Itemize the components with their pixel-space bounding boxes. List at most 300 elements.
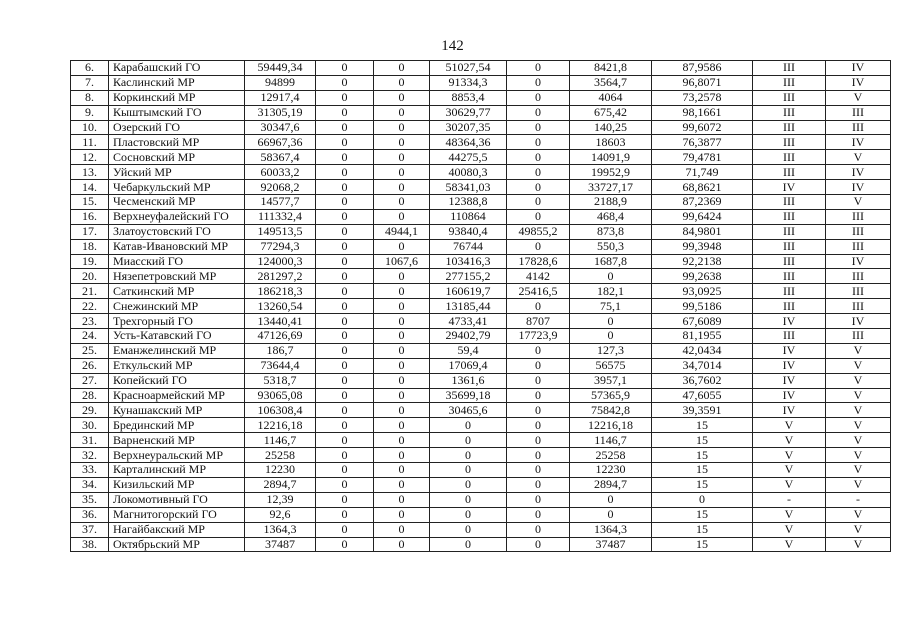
cell-class-b: V <box>826 195 891 210</box>
cell-class-b: III <box>826 105 891 120</box>
cell-total-area: 12230 <box>245 463 316 478</box>
cell-percent: 15 <box>652 522 753 537</box>
cell-col-3: 0 <box>316 403 374 418</box>
cell-row-number: 25. <box>71 343 109 358</box>
cell-percent: 99,3948 <box>652 239 753 254</box>
cell-col-4: 0 <box>374 522 430 537</box>
cell-col-3: 0 <box>316 209 374 224</box>
cell-row-number: 36. <box>71 507 109 522</box>
cell-col-5: 4733,41 <box>430 314 507 329</box>
cell-row-number: 29. <box>71 403 109 418</box>
cell-class-b: IV <box>826 180 891 195</box>
cell-percent: 0 <box>652 492 753 507</box>
cell-row-number: 12. <box>71 150 109 165</box>
cell-municipality: Еманжелинский МР <box>109 343 245 358</box>
cell-col-7: 0 <box>570 507 652 522</box>
cell-col-7: 37487 <box>570 537 652 552</box>
cell-total-area: 94899 <box>245 75 316 90</box>
cell-col-5: 93840,4 <box>430 224 507 239</box>
cell-municipality: Озерский ГО <box>109 120 245 135</box>
cell-col-5: 30465,6 <box>430 403 507 418</box>
cell-col-5: 0 <box>430 433 507 448</box>
cell-col-7: 75842,8 <box>570 403 652 418</box>
cell-col-6: 0 <box>507 61 570 76</box>
cell-municipality: Усть-Катавский ГО <box>109 329 245 344</box>
cell-col-4: 4944,1 <box>374 224 430 239</box>
cell-col-3: 0 <box>316 254 374 269</box>
cell-col-7: 1364,3 <box>570 522 652 537</box>
cell-class-a: IV <box>753 180 826 195</box>
cell-col-6: 0 <box>507 448 570 463</box>
cell-class-a: III <box>753 120 826 135</box>
cell-col-7: 19952,9 <box>570 165 652 180</box>
cell-class-b: III <box>826 284 891 299</box>
cell-col-6: 0 <box>507 195 570 210</box>
cell-col-5: 13185,44 <box>430 299 507 314</box>
cell-col-7: 57365,9 <box>570 388 652 403</box>
cell-percent: 99,6424 <box>652 209 753 224</box>
cell-class-b: V <box>826 537 891 552</box>
cell-col-6: 25416,5 <box>507 284 570 299</box>
cell-col-6: 0 <box>507 388 570 403</box>
cell-percent: 15 <box>652 507 753 522</box>
cell-col-4: 0 <box>374 537 430 552</box>
cell-class-a: V <box>753 477 826 492</box>
cell-col-3: 0 <box>316 120 374 135</box>
cell-total-area: 73644,4 <box>245 358 316 373</box>
table-row <box>71 165 891 180</box>
cell-total-area: 60033,2 <box>245 165 316 180</box>
cell-col-5: 51027,54 <box>430 61 507 76</box>
cell-total-area: 149513,5 <box>245 224 316 239</box>
cell-total-area: 25258 <box>245 448 316 463</box>
cell-total-area: 13440,41 <box>245 314 316 329</box>
cell-col-4: 0 <box>374 120 430 135</box>
cell-class-a: IV <box>753 358 826 373</box>
cell-col-3: 0 <box>316 329 374 344</box>
table-row <box>71 343 891 358</box>
cell-col-5: 40080,3 <box>430 165 507 180</box>
cell-total-area: 1364,3 <box>245 522 316 537</box>
cell-class-b: V <box>826 90 891 105</box>
cell-col-5: 48364,36 <box>430 135 507 150</box>
cell-col-4: 0 <box>374 388 430 403</box>
cell-col-4: 1067,6 <box>374 254 430 269</box>
cell-col-5: 58341,03 <box>430 180 507 195</box>
table-row <box>71 75 891 90</box>
cell-municipality: Карталинский МР <box>109 463 245 478</box>
table-row <box>71 403 891 418</box>
cell-col-4: 0 <box>374 75 430 90</box>
cell-col-7: 675,42 <box>570 105 652 120</box>
cell-municipality: Кыштымский ГО <box>109 105 245 120</box>
cell-percent: 42,0434 <box>652 343 753 358</box>
cell-class-a: III <box>753 299 826 314</box>
cell-class-b: V <box>826 403 891 418</box>
cell-col-4: 0 <box>374 299 430 314</box>
cell-total-area: 12,39 <box>245 492 316 507</box>
cell-col-3: 0 <box>316 522 374 537</box>
cell-col-5: 0 <box>430 492 507 507</box>
cell-municipality: Магнитогорский ГО <box>109 507 245 522</box>
cell-class-a: - <box>753 492 826 507</box>
cell-col-3: 0 <box>316 284 374 299</box>
cell-row-number: 8. <box>71 90 109 105</box>
table-row <box>71 537 891 552</box>
cell-col-7: 0 <box>570 269 652 284</box>
cell-municipality: Снежинский МР <box>109 299 245 314</box>
cell-percent: 15 <box>652 463 753 478</box>
cell-row-number: 20. <box>71 269 109 284</box>
cell-row-number: 35. <box>71 492 109 507</box>
cell-col-4: 0 <box>374 463 430 478</box>
cell-percent: 84,9801 <box>652 224 753 239</box>
cell-total-area: 30347,6 <box>245 120 316 135</box>
cell-col-7: 75,1 <box>570 299 652 314</box>
cell-percent: 99,6072 <box>652 120 753 135</box>
cell-percent: 71,749 <box>652 165 753 180</box>
cell-col-5: 35699,18 <box>430 388 507 403</box>
cell-col-4: 0 <box>374 418 430 433</box>
table-row <box>71 418 891 433</box>
cell-col-3: 0 <box>316 537 374 552</box>
cell-row-number: 16. <box>71 209 109 224</box>
cell-municipality: Чебаркульский МР <box>109 180 245 195</box>
cell-municipality: Копейский ГО <box>109 373 245 388</box>
cell-row-number: 30. <box>71 418 109 433</box>
cell-col-6: 0 <box>507 403 570 418</box>
cell-col-5: 30207,35 <box>430 120 507 135</box>
cell-row-number: 14. <box>71 180 109 195</box>
cell-row-number: 7. <box>71 75 109 90</box>
cell-col-6: 0 <box>507 433 570 448</box>
cell-col-6: 0 <box>507 522 570 537</box>
cell-class-a: IV <box>753 403 826 418</box>
cell-col-3: 0 <box>316 135 374 150</box>
table-row <box>71 224 891 239</box>
cell-class-b: V <box>826 150 891 165</box>
cell-col-4: 0 <box>374 477 430 492</box>
cell-col-3: 0 <box>316 61 374 76</box>
cell-percent: 39,3591 <box>652 403 753 418</box>
cell-percent: 36,7602 <box>652 373 753 388</box>
cell-col-5: 277155,2 <box>430 269 507 284</box>
cell-col-6: 0 <box>507 373 570 388</box>
cell-class-a: III <box>753 269 826 284</box>
cell-col-6: 0 <box>507 135 570 150</box>
cell-class-a: III <box>753 224 826 239</box>
cell-class-b: V <box>826 373 891 388</box>
cell-col-6: 0 <box>507 343 570 358</box>
cell-col-6: 0 <box>507 165 570 180</box>
cell-total-area: 1146,7 <box>245 433 316 448</box>
cell-municipality: Кунашакский МР <box>109 403 245 418</box>
cell-col-7: 56575 <box>570 358 652 373</box>
cell-class-a: III <box>753 61 826 76</box>
cell-col-6: 4142 <box>507 269 570 284</box>
cell-class-b: IV <box>826 254 891 269</box>
cell-class-b: IV <box>826 135 891 150</box>
cell-col-5: 17069,4 <box>430 358 507 373</box>
cell-col-7: 12230 <box>570 463 652 478</box>
cell-col-6: 0 <box>507 537 570 552</box>
cell-class-a: III <box>753 90 826 105</box>
cell-class-b: V <box>826 418 891 433</box>
table-row <box>71 120 891 135</box>
cell-col-6: 0 <box>507 463 570 478</box>
cell-total-area: 37487 <box>245 537 316 552</box>
cell-row-number: 21. <box>71 284 109 299</box>
cell-municipality: Еткульский МР <box>109 358 245 373</box>
cell-total-area: 12917,4 <box>245 90 316 105</box>
cell-total-area: 77294,3 <box>245 239 316 254</box>
cell-row-number: 24. <box>71 329 109 344</box>
cell-municipality: Верхнеуфалейский ГО <box>109 209 245 224</box>
cell-row-number: 19. <box>71 254 109 269</box>
table-row <box>71 135 891 150</box>
cell-class-b: IV <box>826 165 891 180</box>
table-row <box>71 105 891 120</box>
table-row <box>71 284 891 299</box>
cell-col-5: 0 <box>430 418 507 433</box>
cell-col-7: 1146,7 <box>570 433 652 448</box>
cell-municipality: Кизильский МР <box>109 477 245 492</box>
cell-col-3: 0 <box>316 195 374 210</box>
cell-percent: 15 <box>652 418 753 433</box>
cell-col-6: 0 <box>507 239 570 254</box>
cell-class-a: V <box>753 448 826 463</box>
cell-percent: 67,6089 <box>652 314 753 329</box>
cell-class-b: IV <box>826 75 891 90</box>
cell-col-6: 17828,6 <box>507 254 570 269</box>
cell-percent: 15 <box>652 537 753 552</box>
cell-col-6: 0 <box>507 150 570 165</box>
cell-total-area: 12216,18 <box>245 418 316 433</box>
cell-col-3: 0 <box>316 150 374 165</box>
table-row <box>71 477 891 492</box>
cell-col-5: 76744 <box>430 239 507 254</box>
cell-total-area: 281297,2 <box>245 269 316 284</box>
cell-percent: 87,9586 <box>652 61 753 76</box>
cell-row-number: 13. <box>71 165 109 180</box>
cell-percent: 96,8071 <box>652 75 753 90</box>
cell-municipality: Коркинский МР <box>109 90 245 105</box>
page-number: 142 <box>441 38 464 54</box>
table-row <box>71 492 891 507</box>
cell-col-7: 8421,8 <box>570 61 652 76</box>
cell-total-area: 92,6 <box>245 507 316 522</box>
cell-class-a: III <box>753 150 826 165</box>
cell-col-6: 0 <box>507 492 570 507</box>
cell-col-4: 0 <box>374 180 430 195</box>
cell-class-a: IV <box>753 388 826 403</box>
cell-col-3: 0 <box>316 299 374 314</box>
cell-class-b: III <box>826 329 891 344</box>
cell-col-7: 0 <box>570 329 652 344</box>
cell-col-7: 3957,1 <box>570 373 652 388</box>
cell-col-4: 0 <box>374 284 430 299</box>
cell-row-number: 23. <box>71 314 109 329</box>
cell-col-4: 0 <box>374 150 430 165</box>
cell-percent: 73,2578 <box>652 90 753 105</box>
table-row <box>71 388 891 403</box>
cell-row-number: 31. <box>71 433 109 448</box>
cell-col-3: 0 <box>316 105 374 120</box>
cell-col-5: 110864 <box>430 209 507 224</box>
cell-col-7: 14091,9 <box>570 150 652 165</box>
cell-col-7: 3564,7 <box>570 75 652 90</box>
cell-col-5: 0 <box>430 448 507 463</box>
cell-total-area: 13260,54 <box>245 299 316 314</box>
cell-class-b: III <box>826 239 891 254</box>
cell-class-a: V <box>753 418 826 433</box>
cell-col-3: 0 <box>316 477 374 492</box>
cell-percent: 15 <box>652 448 753 463</box>
cell-class-b: IV <box>826 61 891 76</box>
cell-municipality: Златоустовский ГО <box>109 224 245 239</box>
table-row <box>71 463 891 478</box>
cell-row-number: 38. <box>71 537 109 552</box>
cell-total-area: 93065,08 <box>245 388 316 403</box>
cell-row-number: 22. <box>71 299 109 314</box>
table-row <box>71 522 891 537</box>
cell-class-a: IV <box>753 343 826 358</box>
cell-col-4: 0 <box>374 448 430 463</box>
cell-percent: 15 <box>652 433 753 448</box>
cell-col-3: 0 <box>316 269 374 284</box>
cell-municipality: Сосновский МР <box>109 150 245 165</box>
cell-col-6: 17723,9 <box>507 329 570 344</box>
cell-col-7: 468,4 <box>570 209 652 224</box>
cell-col-4: 0 <box>374 343 430 358</box>
cell-municipality: Нагайбакский МР <box>109 522 245 537</box>
cell-total-area: 58367,4 <box>245 150 316 165</box>
cell-class-b: - <box>826 492 891 507</box>
cell-percent: 68,8621 <box>652 180 753 195</box>
table-row <box>71 433 891 448</box>
cell-class-a: III <box>753 195 826 210</box>
cell-class-a: V <box>753 433 826 448</box>
cell-col-7: 2894,7 <box>570 477 652 492</box>
cell-class-a: V <box>753 522 826 537</box>
cell-col-6: 0 <box>507 180 570 195</box>
cell-class-a: IV <box>753 314 826 329</box>
cell-col-3: 0 <box>316 418 374 433</box>
cell-class-b: III <box>826 269 891 284</box>
cell-class-b: V <box>826 477 891 492</box>
cell-class-a: III <box>753 209 826 224</box>
cell-total-area: 186218,3 <box>245 284 316 299</box>
cell-col-3: 0 <box>316 433 374 448</box>
cell-class-a: III <box>753 105 826 120</box>
table-row <box>71 90 891 105</box>
cell-row-number: 11. <box>71 135 109 150</box>
cell-class-a: III <box>753 165 826 180</box>
cell-col-6: 0 <box>507 477 570 492</box>
cell-municipality: Варненский МР <box>109 433 245 448</box>
cell-class-b: V <box>826 463 891 478</box>
cell-municipality: Октябрьский МР <box>109 537 245 552</box>
cell-class-a: III <box>753 75 826 90</box>
cell-row-number: 27. <box>71 373 109 388</box>
cell-col-4: 0 <box>374 195 430 210</box>
cell-col-3: 0 <box>316 343 374 358</box>
cell-col-4: 0 <box>374 239 430 254</box>
cell-col-7: 1687,8 <box>570 254 652 269</box>
table-row <box>71 358 891 373</box>
cell-row-number: 28. <box>71 388 109 403</box>
cell-percent: 93,0925 <box>652 284 753 299</box>
cell-class-b: III <box>826 209 891 224</box>
cell-total-area: 59449,34 <box>245 61 316 76</box>
cell-col-7: 4064 <box>570 90 652 105</box>
cell-row-number: 33. <box>71 463 109 478</box>
cell-total-area: 14577,7 <box>245 195 316 210</box>
cell-row-number: 26. <box>71 358 109 373</box>
cell-col-6: 8707 <box>507 314 570 329</box>
cell-col-4: 0 <box>374 492 430 507</box>
cell-col-5: 44275,5 <box>430 150 507 165</box>
cell-col-3: 0 <box>316 224 374 239</box>
cell-percent: 34,7014 <box>652 358 753 373</box>
cell-municipality: Чесменский МР <box>109 195 245 210</box>
cell-col-7: 550,3 <box>570 239 652 254</box>
cell-percent: 92,2138 <box>652 254 753 269</box>
cell-total-area: 66967,36 <box>245 135 316 150</box>
table-row <box>71 299 891 314</box>
cell-percent: 98,1661 <box>652 105 753 120</box>
cell-total-area: 186,7 <box>245 343 316 358</box>
cell-class-a: III <box>753 254 826 269</box>
cell-col-4: 0 <box>374 269 430 284</box>
cell-percent: 15 <box>652 477 753 492</box>
cell-col-6: 49855,2 <box>507 224 570 239</box>
cell-class-a: V <box>753 507 826 522</box>
cell-total-area: 2894,7 <box>245 477 316 492</box>
cell-col-5: 59,4 <box>430 343 507 358</box>
cell-percent: 87,2369 <box>652 195 753 210</box>
cell-col-5: 0 <box>430 522 507 537</box>
table-row <box>71 61 891 76</box>
cell-col-4: 0 <box>374 358 430 373</box>
cell-col-6: 0 <box>507 507 570 522</box>
cell-col-5: 0 <box>430 537 507 552</box>
cell-total-area: 106308,4 <box>245 403 316 418</box>
cell-col-4: 0 <box>374 165 430 180</box>
table-row <box>71 254 891 269</box>
cell-class-b: V <box>826 522 891 537</box>
cell-col-3: 0 <box>316 463 374 478</box>
cell-row-number: 37. <box>71 522 109 537</box>
cell-col-4: 0 <box>374 135 430 150</box>
cell-row-number: 18. <box>71 239 109 254</box>
cell-total-area: 47126,69 <box>245 329 316 344</box>
cell-col-5: 1361,6 <box>430 373 507 388</box>
cell-col-6: 0 <box>507 120 570 135</box>
cell-municipality: Катав-Ивановский МР <box>109 239 245 254</box>
cell-municipality: Трехгорный ГО <box>109 314 245 329</box>
cell-municipality: Каслинский МР <box>109 75 245 90</box>
table-row <box>71 239 891 254</box>
cell-percent: 79,4781 <box>652 150 753 165</box>
table-row <box>71 269 891 284</box>
table-row <box>71 329 891 344</box>
cell-col-7: 12216,18 <box>570 418 652 433</box>
cell-col-3: 0 <box>316 239 374 254</box>
cell-col-7: 33727,17 <box>570 180 652 195</box>
cell-col-3: 0 <box>316 492 374 507</box>
cell-class-b: V <box>826 388 891 403</box>
